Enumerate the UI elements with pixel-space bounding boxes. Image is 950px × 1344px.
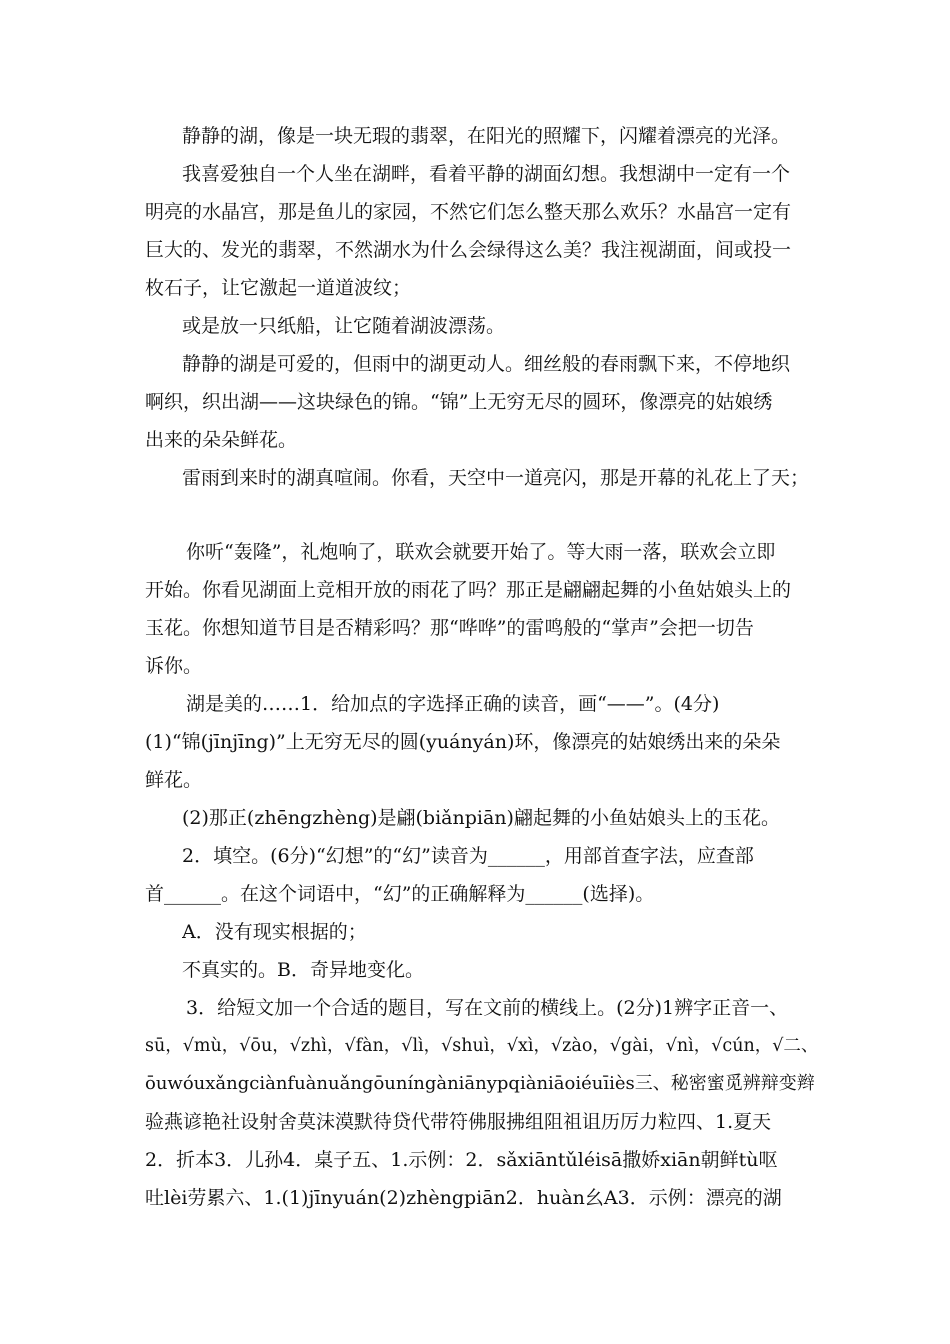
paragraph-line: 静静的湖是可爱的，但雨中的湖更动人。细丝般的春雨飘下来，不停地织 <box>182 353 791 375</box>
answer-line: 吐lèi劳累六、1.(1)jīnyuán(2)zhèngpiān2．huàn幺A3．示例：漂亮的湖 <box>145 1187 782 1209</box>
paragraph-line: 巨大的、发光的翡翠，不然湖水为什么会绿得这么美？我注视湖面，间或投一 <box>145 239 792 261</box>
paragraph-line: 啊织，织出湖——这块绿色的锦。“锦”上无穷无尽的圆环，像漂亮的姑娘绣 <box>145 391 773 413</box>
paragraph-line: 我喜爱独自一个人坐在湖畔，看着平静的湖面幻想。我想湖中一定有一个 <box>182 163 791 185</box>
paragraph-line: 明亮的水晶宫，那是鱼儿的家园，不然它们怎么整天那么欢乐？水晶宫一定有 <box>145 201 792 223</box>
paragraph-line: 你听“轰隆”，礼炮响了，联欢会就要开始了。等大雨一落，联欢会立即 <box>186 541 776 563</box>
question-line: 3．给短文加一个合适的题目，写在文前的横线上。(2分)1辨字正音一、 <box>186 997 789 1019</box>
question-line: 湖是美的……1．给加点的字选择正确的读音，画“——”。(4分) <box>186 693 720 715</box>
question-line: 首______。在这个词语中，“幻”的正确解释为______(选择)。 <box>145 883 655 905</box>
answer-line: 验燕谚艳社设射舍莫沫漠默待贷代带符佛服拂组阻祖诅历厉力粒四、1.夏天 <box>145 1111 772 1133</box>
option-line: A．没有现实根据的； <box>182 921 367 943</box>
question-line: 鲜花。 <box>145 769 203 791</box>
paragraph-line: 开始。你看见湖面上竞相开放的雨花了吗？那正是翩翩起舞的小鱼姑娘头上的 <box>145 579 792 601</box>
answer-line: ōuwóuxǎngciànfuànuǎngōuníngàniānypqiàniāoiéuīiès三、秘密蜜觅辨辩变辫 <box>145 1073 815 1094</box>
paragraph-line: 出来的朵朵鲜花。 <box>145 429 298 451</box>
paragraph-line: 诉你。 <box>145 655 203 677</box>
answer-line: sū，√mù，√ōu，√zhì，√fàn，√lì，√shuì，√xì，√zào，√gài，√nì，√cún，√二、 <box>145 1036 819 1056</box>
paragraph-line: 雷雨到来时的湖真喧闹。你看，天空中一道亮闪，那是开幕的礼花上了天； <box>182 467 810 489</box>
paragraph-line: 玉花。你想知道节目是否精彩吗？那“哗哗”的雷鸣般的“掌声”会把一切告 <box>145 617 754 639</box>
question-line: (1)“锦(jīnjīng)”上无穷无尽的圆(yuányán)环，像漂亮的姑娘绣出来的朵朵 <box>145 731 781 753</box>
question-line: 2．填空。(6分)“幻想”的“幻”读音为______，用部首查字法，应查部 <box>182 845 754 867</box>
answer-line: 2．折本3．儿孙4．桌子五、1.示例：2．sǎxiāntǔléisā撒娇xiān朝鲜tù呕 <box>145 1149 778 1171</box>
paragraph-line: 枚石子，让它激起一道道波纹； <box>145 277 412 299</box>
option-line: 不真实的。B．奇异地变化。 <box>182 959 424 981</box>
paragraph-line: 或是放一只纸船，让它随着湖波漂荡。 <box>182 315 506 337</box>
paragraph-line: 静静的湖，像是一块无瑕的翡翠，在阳光的照耀下，闪耀着漂亮的光泽。 <box>182 125 791 147</box>
question-line: (2)那正(zhēngzhèng)是翩(biǎnpiān)翩起舞的小鱼姑娘头上的玉花。 <box>182 807 780 829</box>
